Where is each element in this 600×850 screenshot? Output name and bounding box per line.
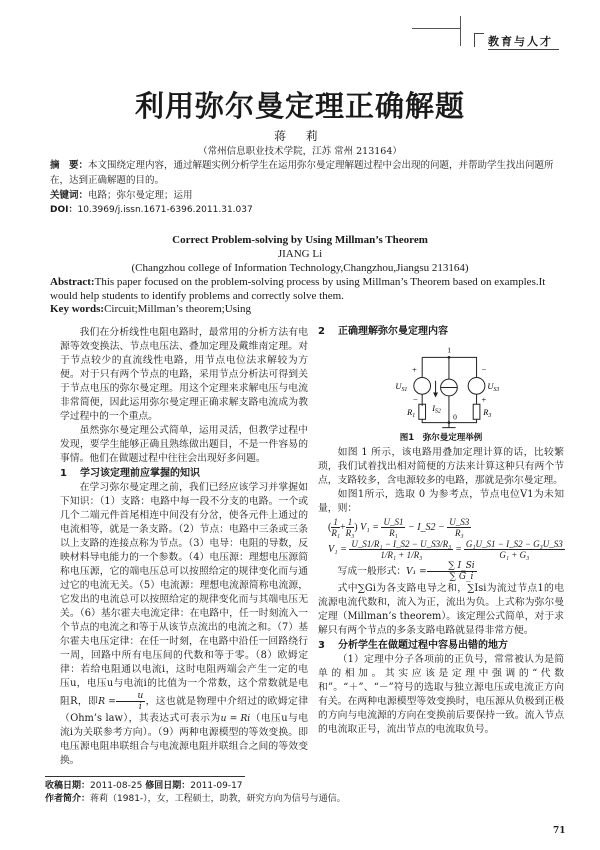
- english-keywords-label: Key words:: [50, 303, 105, 315]
- paragraph: （1）定理中分子各项前的正负号，常常被认为是简单的相加。其实应该是定理中强调的“代数和”。“＋”、“－”符号的选取与独立源电压或电流正方向有关。在两种电源模型等效变换时，电压源从负极到正极的方向与电流源的方向在变换前后要保持一致。流入节点的电流取正号，流出节点的电流取负号。: [318, 654, 564, 735]
- r3-label: $R_3$: [483, 408, 492, 419]
- header-rule: [412, 28, 460, 29]
- r1-label: $R_1$: [407, 408, 416, 419]
- english-keywords-text: Circuit;Millman’s theorem;Using: [104, 303, 252, 315]
- author-bio: 蒋莉（1981-），女，工程硕士，助教，研究方向为信号与通信。: [90, 794, 346, 804]
- section-number: 3: [318, 640, 325, 651]
- formula: R =: [98, 697, 116, 707]
- right-column: [318, 324, 564, 737]
- english-abstract-text: This paper focused on the problem-solving process by using Millman’s Theorem based on examples.It would help students to identify problems and correctly solve them.: [50, 276, 546, 302]
- denominator: i: [138, 702, 142, 712]
- journal-column-label: 教育与人才: [488, 33, 559, 50]
- revised-label: 修回日期：: [145, 781, 191, 791]
- text: ，这也就是物理中介绍过的欧姆定律（Ohm’s law），其表达式可表示为: [60, 696, 308, 724]
- abstract-label: 摘 要：: [50, 160, 89, 171]
- doi-text: 10.3969/j.issn.1671-6396.2011.31.037: [77, 205, 253, 215]
- section-3-heading: [318, 638, 564, 653]
- doi-label: DOI：: [50, 205, 78, 215]
- footnote: [45, 780, 346, 806]
- section-2-heading: [318, 324, 564, 339]
- paper-title: 利用弥尔曼定理正确解题: [134, 89, 465, 123]
- revised-date: 2011-09-17: [190, 781, 243, 791]
- plus-sign: +: [481, 395, 487, 405]
- english-affiliation: (Changzhou college of Information Technology,Changzhou,Jiangsu 213164): [131, 262, 469, 274]
- resistor-r3: [473, 404, 480, 419]
- left-column: [60, 326, 308, 768]
- is2-label: $I_{S2}$: [432, 403, 441, 415]
- text: 在学习弥尔曼定理之前，我们已经应该学习并掌握如下知识：（1）支路：电路中每一段不分支的电路。一个或几个二端元件首尾相连中间没有分岔，使各元件上通过的电流相等，就是一条支路。（2）节点：电路中三条或三条以上支路的连接点称为节点。（3）电导：电阻的导数，反映材料导电能力的一个参数。（4）电压源：理想电压源简称电压源，它的端电压总可以按照给定的规律变化而与通过它的电流无关。（5）电流源：理想电流源简称电流源，它发出的电流总可以按照给定的规律变化而与其端电压无关。（6）基尔霍夫电流定律：在电路中，任一时刻流入一个节点的电流之和等于从该节点流出的电流之和。（7）基尔霍夫电压定律：在任一时刻，在电路中沿任一回路绕行一周，回路中所有电压间的代数和等于零。（8）欧姆定律：若给电阻通以电流i，这时电阻两端会产生一定的电压u，电压u与电流i的比值为一个常数，这个常数就是电阻R，即: [60, 482, 308, 707]
- affiliation: （常州信息职业技术学院，江苏 常州 213164）: [198, 146, 402, 157]
- minus-sign: −: [412, 395, 418, 405]
- text: （电压u与电流i为关联参考方向）。（9）两种电源模型的等效变换。即电压源电阻串联组合与电流源电阻并联组合之间的等效变换。: [60, 713, 308, 766]
- section-1-heading: [60, 466, 308, 481]
- us1-label: $U_{S1}$: [395, 382, 408, 393]
- arrow-head-icon: [433, 393, 438, 398]
- numerator: u: [116, 691, 145, 702]
- header-bracket: [474, 33, 484, 47]
- page-number: 71: [553, 826, 566, 836]
- english-abstract-label: Abstract:: [50, 276, 95, 288]
- intro-paragraph: 我们在分析线性电阻电路时，最常用的分析方法有电源等效变换法、节点电压法、叠加定理及戴维南定理。对于节点较少的直流线性电路，用节点电位法求解较为方便。对于只有两个节点的电路，采用节点分析法可得到关于节点电压的弥尔曼定理。用这个定理来求解电压与电流非常简便，因此运用弥尔曼定理正确求解支路电流成为教学过程中的一个重点。: [60, 327, 308, 422]
- knowledge-paragraph: [60, 481, 308, 768]
- footnote-rule: [45, 776, 245, 777]
- english-author: JIANG Li: [277, 248, 323, 260]
- intro-paragraph-2: 虽然弥尔曼定理公式简单，运用灵活，但教学过程中发现，要学生能够正确且熟练做出题目，不是一件容易的事情。他们在做题过程中往往会出现好多问题。: [60, 425, 308, 464]
- node-1-label: 1: [447, 345, 452, 355]
- author: 蒋 莉: [274, 129, 326, 143]
- figure-caption: 图1 弥尔曼定理举例: [399, 433, 483, 443]
- section-number: 2: [318, 326, 325, 337]
- paragraph: 如图 1 所示，该电路用叠加定理计算的话，比较繁琐，我们试着找出相对简便的方法来计算这种只有两个节点，支路较多，含电源较多的电路，那就是弥尔曼定理。: [318, 447, 564, 486]
- received-date: 2011-08-25: [90, 781, 143, 791]
- resistor-r1: [419, 404, 426, 419]
- minus-sign: −: [481, 365, 487, 375]
- bio-label: 作者简介：: [45, 794, 91, 804]
- ohm-fraction: [116, 691, 145, 712]
- keywords-text: 电路；弥尔曼定理；运用: [88, 190, 193, 201]
- voltage-source-us3: [468, 377, 485, 394]
- received-label: 收稿日期：: [45, 781, 91, 791]
- section-title: 正确理解弥尔曼定理内容: [338, 326, 448, 337]
- general-form: 写成一般形式：V₁ = $\frac{\sum I\_Si}{\sum G\_i}$: [337, 561, 475, 582]
- section-title: 分析学生在做题过程中容易出错的地方: [338, 640, 508, 651]
- english-title: Correct Problem-solving by Using Millman’s Theorem: [172, 234, 428, 246]
- voltage-source-us1: [414, 377, 431, 394]
- abstract-text: 本文围绕定理内容，通过解题实例分析学生在运用弥尔曼定理解题过程中会出现的问题，并帮助学生找出问题所在，达到正确解题的目的。: [50, 160, 554, 186]
- circuit-diagram: [318, 339, 564, 431]
- keywords-label: 关键词：: [50, 190, 89, 201]
- equation-1: ( $\frac{1}{\text{R₁}}$ + $\frac{1}{\text{R₃}}$ ) V₁ = $\frac{U\_S1}{\text{R₁}}$ − I_S2 − $\frac{U\_S3}{\text{R₃}}$: [328, 517, 470, 538]
- section-number: 1: [60, 468, 67, 479]
- english-abstract: [50, 276, 562, 317]
- paragraph: 式中∑Gi为各支路电导之和，∑Isi为流过节点1的电流源电流代数和，流入为正，流出为负。上式称为弥尔曼定理（Millman’s theorem）。该定理公式简单，对于求解只有两个节点的多条支路电路就显得非常方便。: [318, 583, 564, 636]
- equation-2: V₁ = $\frac{\text{U\_S1/R₁ − I\_S2 − U\_S3/R₃}}{\text{1/R₁ + 1/R₃}}$ = $\frac{\text{G₁U\_S1 − I\_S2 − G₃U\_S3}}{\text{G₁ + G₃}}$: [328, 539, 563, 560]
- paragraph: 如图1所示，选取 0 为参考点，节点电位V1为未知量，则：: [318, 489, 564, 514]
- abstract-block: [50, 158, 555, 218]
- plus-sign: +: [412, 365, 417, 375]
- header-rule: [460, 16, 461, 46]
- us3-label: $U_{S3}$: [487, 382, 500, 393]
- node-0-label: 0: [453, 412, 457, 422]
- formula: u = Ri: [220, 714, 251, 724]
- section-title: 学习该定理前应掌握的知识: [80, 468, 200, 479]
